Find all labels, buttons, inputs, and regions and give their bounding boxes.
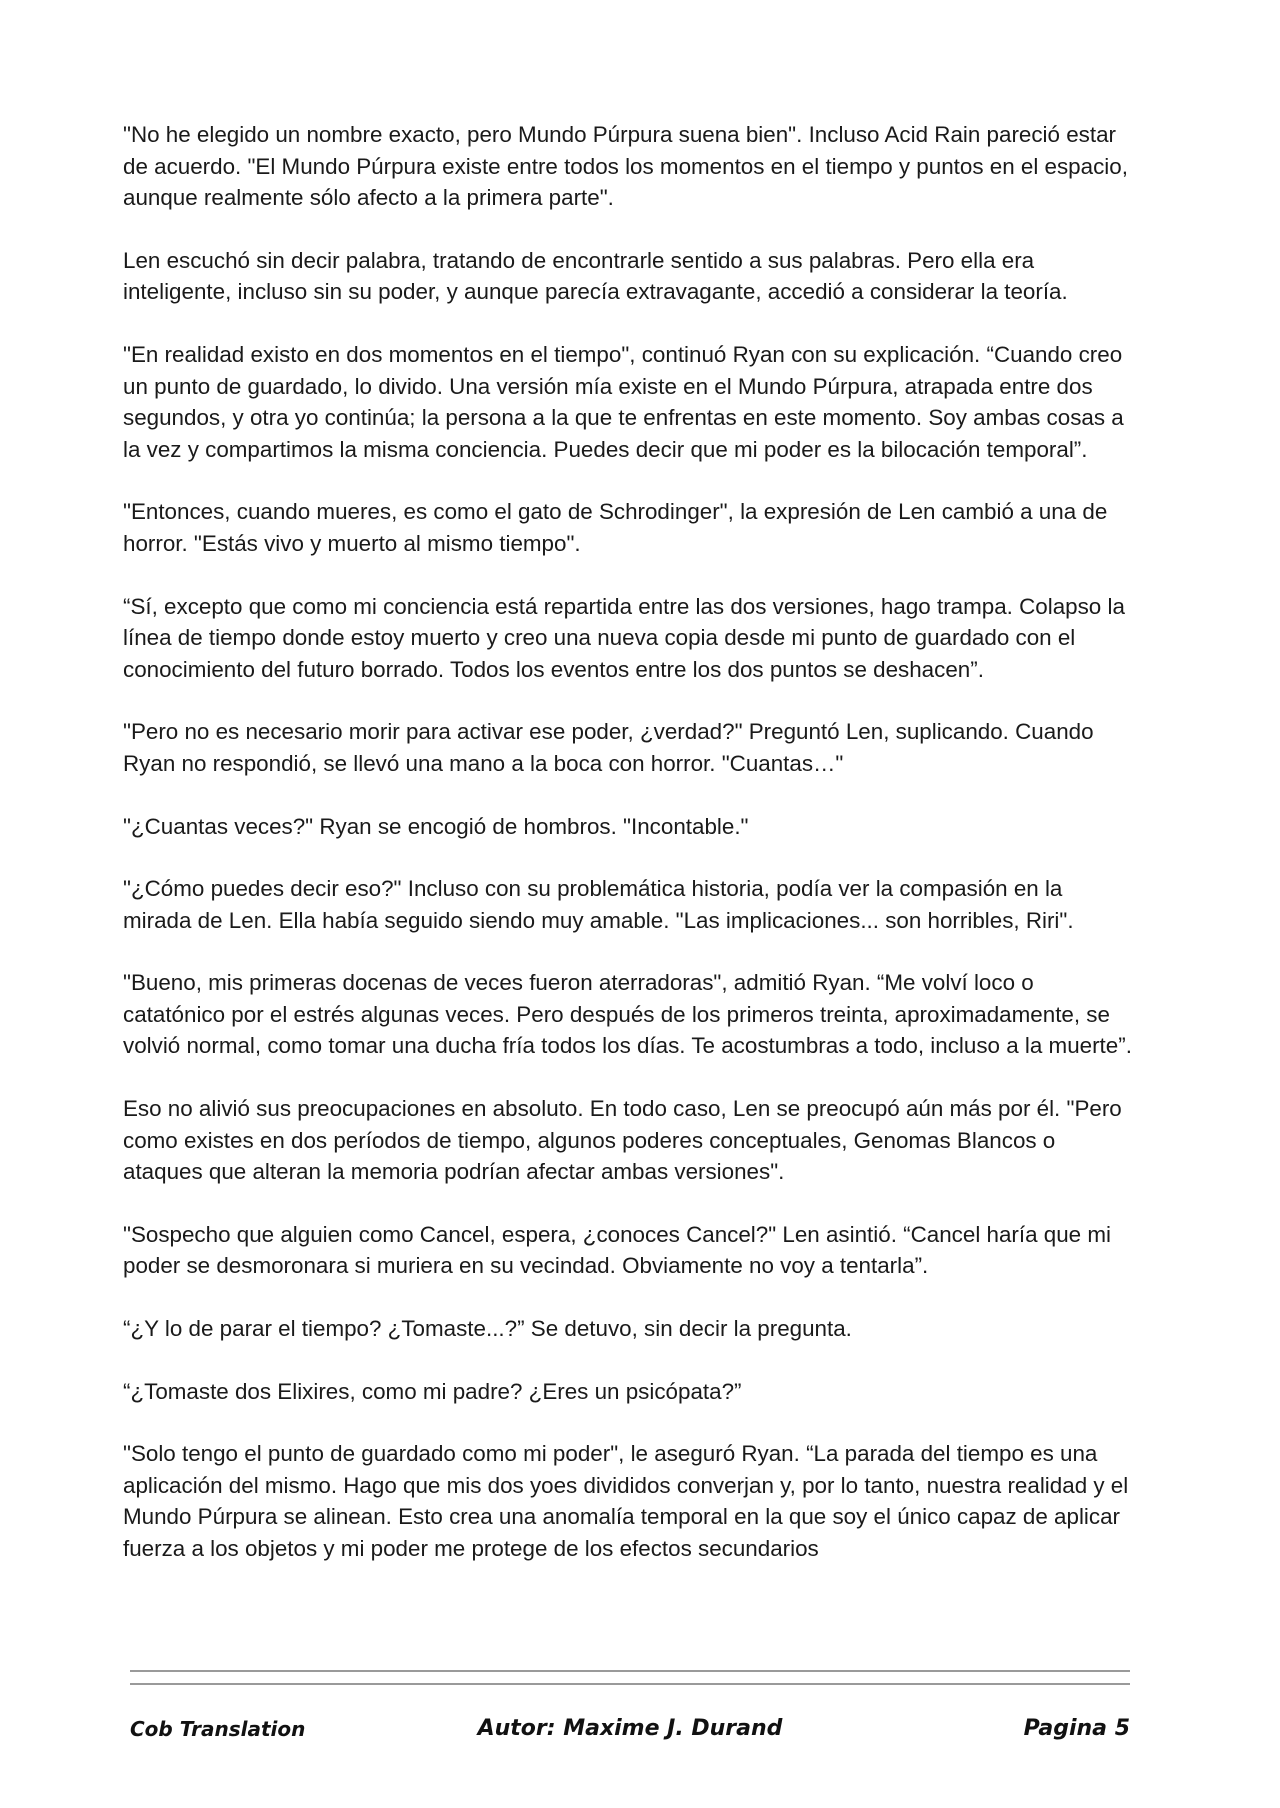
paragraph: “¿Tomaste dos Elixires, como mi padre? ¿Eres un psicópata?” <box>123 1378 742 1404</box>
paragraph: "Pero no es necesario morir para activar ese poder, ¿verdad?" Preguntó Len, suplicando. Cuando Ryan no respondió, se llevó una mano a la boca con horror. "Cuantas…" <box>123 719 1094 776</box>
paragraph: "Bueno, mis primeras docenas de veces fueron aterradoras", admitió Ryan. “Me volví loco o catatónico por el estrés algunas veces. Pero después de los primeros treinta, aproximadamente, se volvió normal, como tomar una ducha fría todos los días. Te acostumbras a todo, incluso a la muerte”. <box>123 970 1132 1059</box>
paragraph: Len escuchó sin decir palabra, tratando de encontrarle sentido a sus palabras. Pero ella era inteligente, incluso sin su poder, y aunque parecía extravagante, accedió a considerar la teoría. <box>123 247 1068 305</box>
paragraph: Eso no alivió sus preocupaciones en absoluto. En todo caso, Len se preocupó aún más por él. "Pero como existes en dos períodos de tiempo, algunos poderes conceptuales, Genomas Blancos o ataques que alteran la memoria podrían afectar ambas versiones". <box>123 1096 1122 1185</box>
paragraph: "Entonces, cuando mueres, es como el gato de Schrodinger", la expresión de Len cambió a una de horror. "Estás vivo y muerto al mismo tiempo". <box>123 499 1108 556</box>
paragraph: “¿Y lo de parar el tiempo? ¿Tomaste...?” Se detuvo, sin decir la pregunta. <box>123 1316 852 1342</box>
footer-divider <box>130 1683 1130 1685</box>
footer-translator: Cob Translation <box>130 1717 306 1741</box>
footer-divider <box>130 1670 1130 1672</box>
paragraph: "Solo tengo el punto de guardado como mi poder", le aseguró Ryan. “La parada del tiempo es una aplicación del mismo. Hago que mis dos yoes divididos converjan y, por lo tanto, nuestra realidad y el Mundo Púrpura se alinean. Esto crea una anomalía temporal en la que soy el único capaz de aplicar fuerza a los objetos y mi poder me protege de los efectos secundarios <box>123 1441 1129 1561</box>
footer-author: Autor: Maxime J. Durand <box>477 1716 783 1741</box>
paragraph: "¿Cómo puedes decir eso?" Incluso con su problemática historia, podía ver la compasión en la mirada de Len. Ella había seguido siendo muy amable. "Las implicaciones... son horribles, Riri". <box>123 876 1074 933</box>
paragraph: "Sospecho que alguien como Cancel, espera, ¿conoces Cancel?" Len asintió. “Cancel haría que mi poder se desmoronara si muriera en su vecindad. Obviamente no voy a tentarla”. <box>123 1221 1111 1279</box>
paragraph: "No he elegido un nombre exacto, pero Mundo Púrpura suena bien". Incluso Acid Rain pareció estar de acuerdo. "El Mundo Púrpura existe entre todos los momentos en el tiempo y puntos en el espacio, aunque realmente sólo afecto a la primera parte". <box>123 122 1128 211</box>
page-footer <box>130 1712 1130 1748</box>
paragraph: “Sí, excepto que como mi conciencia está repartida entre las dos versiones, hago trampa. Colapso la línea de tiempo donde estoy muerto y creo una nueva copia desde mi punto de guardado con el conocimiento del futuro borrado. Todos los eventos entre los dos puntos se deshacen”. <box>123 593 1125 682</box>
page-body <box>123 119 1133 1596</box>
footer-page-number: Pagina 5 <box>1023 1716 1130 1741</box>
paragraph: "¿Cuantas veces?" Ryan se encogió de hombros. "Incontable." <box>123 813 749 839</box>
paragraph: "En realidad existo en dos momentos en el tiempo", continuó Ryan con su explicación. “Cuando creo un punto de guardado, lo divido. Una versión mía existe en el Mundo Púrpura, atrapada entre dos segundos, y otra yo continúa; la persona a la que te enfrentas en este momento. Soy ambas cosas a la vez y compartimos la misma conciencia. Puedes decir que mi poder es la bilocación temporal”. <box>123 341 1124 462</box>
